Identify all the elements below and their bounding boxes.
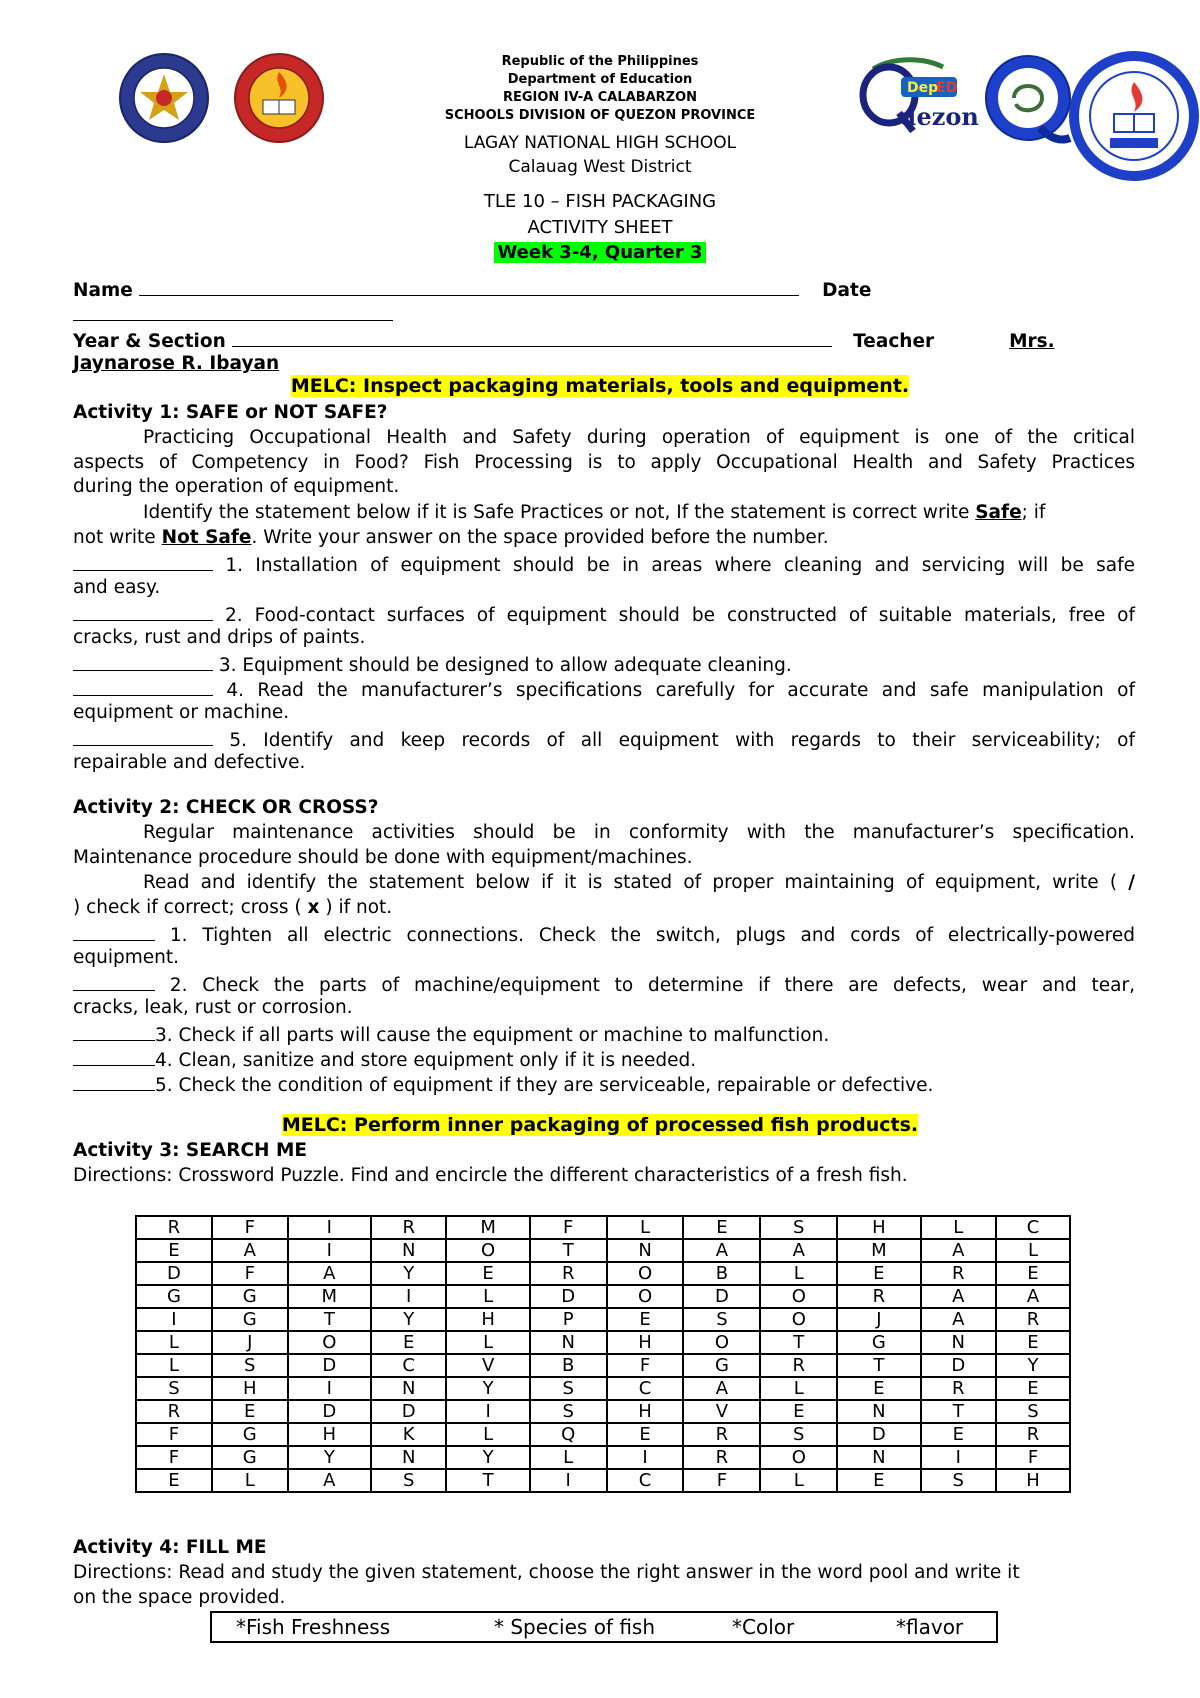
grid-cell[interactable]: F <box>607 1354 684 1377</box>
district-name: Calauag West District <box>508 157 692 177</box>
answer-blank[interactable] <box>73 725 213 746</box>
year-section-field[interactable] <box>232 326 832 347</box>
word-pool-item: *flavor <box>896 1615 964 1639</box>
grid-cell[interactable]: A <box>212 1239 288 1262</box>
grid-cell[interactable]: O <box>446 1239 529 1262</box>
activity-2-p1-line2: Maintenance procedure should be done with equipment/machines. <box>73 847 693 868</box>
grid-cell[interactable]: D <box>683 1285 760 1308</box>
activity-4-directions-line2: on the space provided. <box>73 1587 286 1608</box>
grid-cell[interactable]: N <box>371 1377 446 1400</box>
grid-cell[interactable]: A <box>921 1239 996 1262</box>
check-symbol: / <box>1128 872 1135 893</box>
grid-cell[interactable]: Y <box>371 1262 446 1285</box>
grid-cell[interactable]: E <box>607 1423 684 1446</box>
grid-cell[interactable]: A <box>921 1285 996 1308</box>
word-pool-item: * Species of fish <box>494 1615 656 1639</box>
grid-cell[interactable]: T <box>288 1308 371 1331</box>
grid-cell[interactable]: L <box>446 1331 529 1354</box>
grid-cell[interactable]: R <box>996 1423 1070 1446</box>
grid-cell[interactable]: D <box>921 1354 996 1377</box>
grid-cell[interactable]: H <box>837 1216 920 1239</box>
activity-2-item-2 <box>73 970 1135 998</box>
activity-1-item-4-cont: equipment or machine. <box>73 702 290 723</box>
activity-1-p2-line2 <box>73 525 1135 550</box>
grid-cell[interactable]: H <box>212 1377 288 1400</box>
activity-4-title: Activity 4: FILL ME <box>73 1537 267 1558</box>
grid-cell[interactable]: E <box>837 1377 920 1400</box>
grid-row <box>136 1331 1070 1354</box>
grid-cell[interactable]: T <box>446 1469 529 1492</box>
grid-cell[interactable]: C <box>996 1216 1070 1239</box>
grid-cell[interactable]: I <box>288 1377 371 1400</box>
answer-blank[interactable] <box>73 550 213 571</box>
grid-cell[interactable]: E <box>607 1308 684 1331</box>
grid-cell[interactable]: H <box>288 1423 371 1446</box>
grid-cell[interactable]: Y <box>288 1446 371 1469</box>
activity-2-item-1-cont: equipment. <box>73 947 179 968</box>
grid-cell[interactable]: I <box>371 1285 446 1308</box>
activity-2-p2-text: Read and identify the statement below if it is stated of proper maintaining of equipment, write ( <box>143 872 1118 893</box>
sheet-title: ACTIVITY SHEET <box>527 217 673 238</box>
grid-cell[interactable]: T <box>921 1400 996 1423</box>
grid-cell[interactable]: D <box>530 1285 607 1308</box>
item-text: 5. Check the condition of equipment if they are serviceable, repairable or defective. <box>155 1075 934 1096</box>
grid-row <box>136 1262 1070 1285</box>
activity-1-item-5-cont: repairable and defective. <box>73 752 306 773</box>
item-text: 1. Installation of equipment should be in areas where cleaning and servicing will be safe <box>225 555 1135 576</box>
grid-cell[interactable]: E <box>212 1400 288 1423</box>
grid-cell[interactable]: F <box>136 1446 212 1469</box>
subject-title: TLE 10 – FISH PACKAGING <box>483 191 717 212</box>
republic-line: Republic of the Philippines <box>501 54 699 69</box>
grid-cell[interactable]: S <box>921 1469 996 1492</box>
year-section-row <box>73 326 1135 354</box>
activity-1-p1-line2: aspects of Competency in Food? Fish Processing is to apply Occupational Health and Safety Practices <box>73 452 1135 473</box>
answer-blank[interactable] <box>73 970 155 991</box>
grid-cell[interactable]: R <box>683 1446 760 1469</box>
grid-cell[interactable]: S <box>530 1377 607 1400</box>
answer-blank[interactable] <box>73 920 155 941</box>
teacher-name: Jaynarose R. Ibayan <box>73 353 280 374</box>
grid-row <box>136 1239 1070 1262</box>
date-field[interactable] <box>73 300 393 321</box>
grid-cell[interactable]: R <box>371 1216 446 1239</box>
grid-cell[interactable]: E <box>837 1469 920 1492</box>
grid-cell[interactable]: R <box>921 1377 996 1400</box>
grid-cell[interactable]: D <box>288 1354 371 1377</box>
answer-blank[interactable] <box>73 1020 155 1041</box>
word-pool-item: *Color <box>732 1615 795 1639</box>
grid-cell[interactable]: A <box>760 1239 837 1262</box>
grid-cell[interactable]: R <box>136 1216 212 1239</box>
grid-cell[interactable]: G <box>683 1354 760 1377</box>
safe-keyword: Safe <box>975 502 1022 523</box>
activity-2-item-3 <box>73 1020 1135 1048</box>
grid-cell[interactable]: O <box>288 1331 371 1354</box>
melc-1 <box>0 374 1200 399</box>
date-label: Date <box>822 280 872 301</box>
item-text: 2. Food-contact surfaces of equipment should be constructed of suitable materials, free of <box>224 605 1135 626</box>
grid-cell[interactable]: O <box>607 1262 684 1285</box>
grid-row <box>136 1423 1070 1446</box>
activity-1-item-3 <box>73 650 1135 678</box>
activity-2-p1-line1: Regular maintenance activities should be in conformity with the manufacturer’s specification. <box>143 822 1135 843</box>
grid-cell[interactable]: M <box>288 1285 371 1308</box>
grid-cell[interactable]: S <box>683 1308 760 1331</box>
grid-cell[interactable]: C <box>607 1377 684 1400</box>
grid-cell[interactable]: I <box>446 1400 529 1423</box>
item-text: 5. Identify and keep records of all equipment with regards to their serviceability; of <box>229 730 1135 751</box>
grid-cell[interactable]: C <box>607 1469 684 1492</box>
grid-cell[interactable]: R <box>837 1285 920 1308</box>
activity-3-title: Activity 3: SEARCH ME <box>73 1140 307 1161</box>
grid-cell[interactable]: S <box>212 1354 288 1377</box>
grid-row <box>136 1308 1070 1331</box>
grid-cell[interactable]: I <box>607 1446 684 1469</box>
grid-cell[interactable]: N <box>607 1239 684 1262</box>
grid-cell[interactable]: A <box>683 1239 760 1262</box>
grid-cell[interactable]: Y <box>446 1377 529 1400</box>
grid-cell[interactable]: G <box>136 1285 212 1308</box>
item-text: 2. Check the parts of machine/equipment to determine if there are defects, wear and tear, <box>169 975 1135 996</box>
activity-2-item-2-cont: cracks, leak, rust or corrosion. <box>73 997 353 1018</box>
grid-cell[interactable]: E <box>996 1262 1070 1285</box>
grid-cell[interactable]: R <box>136 1400 212 1423</box>
grid-row <box>136 1285 1070 1308</box>
grid-cell[interactable]: Q <box>530 1423 607 1446</box>
grid-cell[interactable]: F <box>212 1216 288 1239</box>
grid-cell[interactable]: S <box>760 1423 837 1446</box>
name-row <box>73 275 1135 303</box>
grid-cell[interactable]: N <box>371 1446 446 1469</box>
grid-cell[interactable]: D <box>288 1400 371 1423</box>
activity-1-p2-notwrite: not write <box>73 527 156 548</box>
activity-2-item-4 <box>73 1045 1135 1073</box>
answer-blank[interactable] <box>73 675 213 696</box>
word-search-grid <box>135 1215 1071 1493</box>
activity-1-item-5 <box>73 725 1135 753</box>
grid-cell[interactable]: S <box>136 1377 212 1400</box>
name-field[interactable] <box>139 275 799 296</box>
svg-text:uezon: uezon <box>899 102 979 131</box>
grid-row <box>136 1469 1070 1492</box>
activity-1-p2-if: ; if <box>1021 502 1046 523</box>
grid-cell[interactable]: G <box>212 1446 288 1469</box>
grid-cell[interactable]: F <box>530 1216 607 1239</box>
grid-cell[interactable]: E <box>996 1377 1070 1400</box>
department-line: Department of Education <box>507 72 693 87</box>
grid-cell[interactable]: S <box>760 1216 837 1239</box>
cross-symbol: x <box>307 897 320 918</box>
grid-cell[interactable]: L <box>212 1469 288 1492</box>
grid-cell[interactable]: I <box>288 1239 371 1262</box>
week-quarter-label: Week 3-4, Quarter 3 <box>494 242 705 263</box>
item-text: 1. Tighten all electric connections. Check the switch, plugs and cords of electrically-powered <box>169 925 1135 946</box>
grid-cell[interactable]: L <box>136 1354 212 1377</box>
grid-cell[interactable]: L <box>921 1216 996 1239</box>
activity-2-p2-check: ) check if correct; cross ( <box>73 897 302 918</box>
grid-cell[interactable]: R <box>996 1308 1070 1331</box>
grid-cell[interactable]: V <box>446 1354 529 1377</box>
grid-cell[interactable]: K <box>371 1423 446 1446</box>
grid-cell[interactable]: L <box>446 1285 529 1308</box>
region-line: REGION IV-A CALABARZON <box>502 90 698 105</box>
grid-cell[interactable]: L <box>136 1331 212 1354</box>
activity-1-item-2 <box>73 600 1135 628</box>
grid-cell[interactable]: R <box>921 1262 996 1285</box>
grid-cell[interactable]: E <box>760 1400 837 1423</box>
grid-cell[interactable]: A <box>996 1285 1070 1308</box>
grid-cell[interactable]: O <box>760 1285 837 1308</box>
activity-1-item-1 <box>73 550 1135 578</box>
not-safe-keyword: Not Safe <box>161 527 252 548</box>
melc-2-text: MELC: Perform inner packaging of processed fish products. <box>281 1114 919 1136</box>
svg-text:ED: ED <box>936 80 958 96</box>
grid-cell[interactable]: E <box>921 1423 996 1446</box>
word-pool-item: *Fish Freshness <box>236 1615 391 1639</box>
grid-cell[interactable]: E <box>837 1262 920 1285</box>
teacher-prefix: Mrs. <box>1009 331 1055 352</box>
grid-cell[interactable]: E <box>371 1331 446 1354</box>
grid-cell[interactable]: N <box>530 1331 607 1354</box>
grid-cell[interactable]: A <box>683 1377 760 1400</box>
name-label: Name <box>73 280 133 301</box>
item-text: 3. Equipment should be designed to allow adequate cleaning. <box>218 655 792 676</box>
grid-row <box>136 1354 1070 1377</box>
grid-cell[interactable]: Y <box>446 1446 529 1469</box>
grid-cell[interactable]: H <box>996 1469 1070 1492</box>
grid-cell[interactable]: O <box>683 1331 760 1354</box>
activity-1-p1-line3: during the operation of equipment. <box>73 476 400 497</box>
grid-cell[interactable]: S <box>996 1400 1070 1423</box>
activity-3-directions: Directions: Crossword Puzzle. Find and encircle the different characteristics of a fresh fish. <box>73 1165 908 1186</box>
grid-cell[interactable]: Y <box>996 1354 1070 1377</box>
school-name: LAGAY NATIONAL HIGH SCHOOL <box>463 133 737 153</box>
activity-2-p2-line1 <box>73 870 1135 895</box>
grid-cell[interactable]: I <box>136 1308 212 1331</box>
svg-text:Dep: Dep <box>907 80 939 96</box>
grid-cell[interactable]: R <box>530 1262 607 1285</box>
week-quarter <box>0 240 1200 266</box>
grid-row <box>136 1400 1070 1423</box>
year-section-label: Year & Section <box>73 331 226 352</box>
grid-cell[interactable]: Y <box>371 1308 446 1331</box>
grid-cell[interactable]: V <box>683 1400 760 1423</box>
activity-2-title: Activity 2: CHECK OR CROSS? <box>73 797 379 818</box>
grid-cell[interactable]: A <box>288 1262 371 1285</box>
activity-1-p2-line1 <box>73 500 1135 525</box>
answer-blank[interactable] <box>73 1045 155 1066</box>
activity-1-item-2-cont: cracks, rust and drips of paints. <box>73 627 366 648</box>
grid-cell[interactable]: G <box>212 1308 288 1331</box>
grid-cell[interactable]: D <box>837 1423 920 1446</box>
activity-1-item-1-cont: and easy. <box>73 577 161 598</box>
grid-row <box>136 1446 1070 1469</box>
grid-cell[interactable]: L <box>760 1377 837 1400</box>
grid-cell[interactable]: H <box>607 1331 684 1354</box>
grid-cell[interactable]: T <box>530 1239 607 1262</box>
activity-2-item-1 <box>73 920 1135 948</box>
grid-cell[interactable]: I <box>921 1446 996 1469</box>
grid-cell[interactable]: L <box>996 1239 1070 1262</box>
grid-cell[interactable]: N <box>371 1239 446 1262</box>
grid-cell[interactable]: D <box>136 1262 212 1285</box>
activity-1-p1-line1: Practicing Occupational Health and Safety during operation of equipment is one of the critical <box>143 427 1135 448</box>
date-row <box>73 300 1135 328</box>
answer-blank[interactable] <box>73 600 213 621</box>
grid-cell[interactable]: B <box>530 1354 607 1377</box>
grid-cell[interactable]: L <box>607 1216 684 1239</box>
grid-cell[interactable]: F <box>212 1262 288 1285</box>
grid-cell[interactable]: E <box>996 1331 1070 1354</box>
melc-2 <box>0 1113 1200 1138</box>
activity-2-item-5 <box>73 1070 1135 1098</box>
activity-1-title: Activity 1: SAFE or NOT SAFE? <box>73 402 388 423</box>
grid-cell[interactable]: S <box>371 1469 446 1492</box>
grid-cell[interactable]: L <box>446 1423 529 1446</box>
grid-cell[interactable]: A <box>921 1308 996 1331</box>
grid-cell[interactable]: G <box>837 1331 920 1354</box>
grid-cell[interactable]: H <box>446 1308 529 1331</box>
grid-cell[interactable]: L <box>530 1446 607 1469</box>
grid-cell[interactable]: J <box>212 1331 288 1354</box>
grid-cell[interactable]: L <box>760 1469 837 1492</box>
activity-1-p2-end: . Write your answer on the space provided before the number. <box>251 527 829 548</box>
grid-cell[interactable]: G <box>212 1285 288 1308</box>
activity-1-p2-text: Identify the statement below if it is Safe Practices or not, If the statement is correct write <box>143 502 970 523</box>
grid-cell[interactable]: T <box>837 1354 920 1377</box>
grid-row <box>136 1377 1070 1400</box>
grid-row <box>136 1216 1070 1239</box>
grid-cell[interactable]: N <box>837 1400 920 1423</box>
grid-cell[interactable]: R <box>683 1423 760 1446</box>
grid-cell[interactable]: F <box>996 1446 1070 1469</box>
grid-cell[interactable]: F <box>683 1469 760 1492</box>
grid-cell[interactable]: H <box>607 1400 684 1423</box>
activity-4-directions-line1: Directions: Read and study the given statement, choose the right answer in the word pool and write it <box>73 1562 1020 1583</box>
activity-2-p2-ifnot: ) if not. <box>325 897 393 918</box>
grid-cell[interactable]: P <box>530 1308 607 1331</box>
grid-cell[interactable]: O <box>760 1446 837 1469</box>
activity-1-item-4 <box>73 675 1135 703</box>
grid-cell[interactable]: J <box>837 1308 920 1331</box>
grid-cell[interactable]: B <box>683 1262 760 1285</box>
grid-cell[interactable]: S <box>530 1400 607 1423</box>
grid-cell[interactable]: F <box>136 1423 212 1446</box>
grid-cell[interactable]: E <box>446 1262 529 1285</box>
grid-cell[interactable]: G <box>212 1423 288 1446</box>
grid-cell[interactable]: I <box>530 1469 607 1492</box>
activity-2-p2-line2 <box>73 895 1135 920</box>
answer-blank[interactable] <box>73 1070 155 1091</box>
answer-blank[interactable] <box>73 650 213 671</box>
grid-cell[interactable]: D <box>371 1400 446 1423</box>
item-text: 4. Clean, sanitize and store equipment only if it is needed. <box>155 1050 697 1071</box>
grid-cell[interactable]: A <box>288 1469 371 1492</box>
grid-cell[interactable]: N <box>921 1331 996 1354</box>
grid-cell[interactable]: E <box>136 1469 212 1492</box>
grid-cell[interactable]: E <box>136 1239 212 1262</box>
word-pool <box>210 1611 998 1643</box>
melc-1-text: MELC: Inspect packaging materials, tools and equipment. <box>290 375 910 397</box>
division-line: SCHOOLS DIVISION OF QUEZON PROVINCE <box>444 108 756 123</box>
grid-cell[interactable]: L <box>760 1262 837 1285</box>
grid-cell[interactable]: T <box>760 1331 837 1354</box>
grid-cell[interactable]: M <box>446 1216 529 1239</box>
item-text: 3. Check if all parts will cause the equipment or machine to malfunction. <box>155 1025 830 1046</box>
teacher-label: Teacher <box>853 331 935 352</box>
grid-cell[interactable]: C <box>371 1354 446 1377</box>
grid-cell[interactable]: I <box>288 1216 371 1239</box>
grid-cell[interactable]: O <box>760 1308 837 1331</box>
grid-cell[interactable]: N <box>837 1446 920 1469</box>
grid-cell[interactable]: E <box>683 1216 760 1239</box>
item-text: 4. Read the manufacturer’s specifications carefully for accurate and safe manipulation of <box>226 680 1135 701</box>
grid-cell[interactable]: O <box>607 1285 684 1308</box>
grid-cell[interactable]: R <box>760 1354 837 1377</box>
grid-cell[interactable]: M <box>837 1239 920 1262</box>
